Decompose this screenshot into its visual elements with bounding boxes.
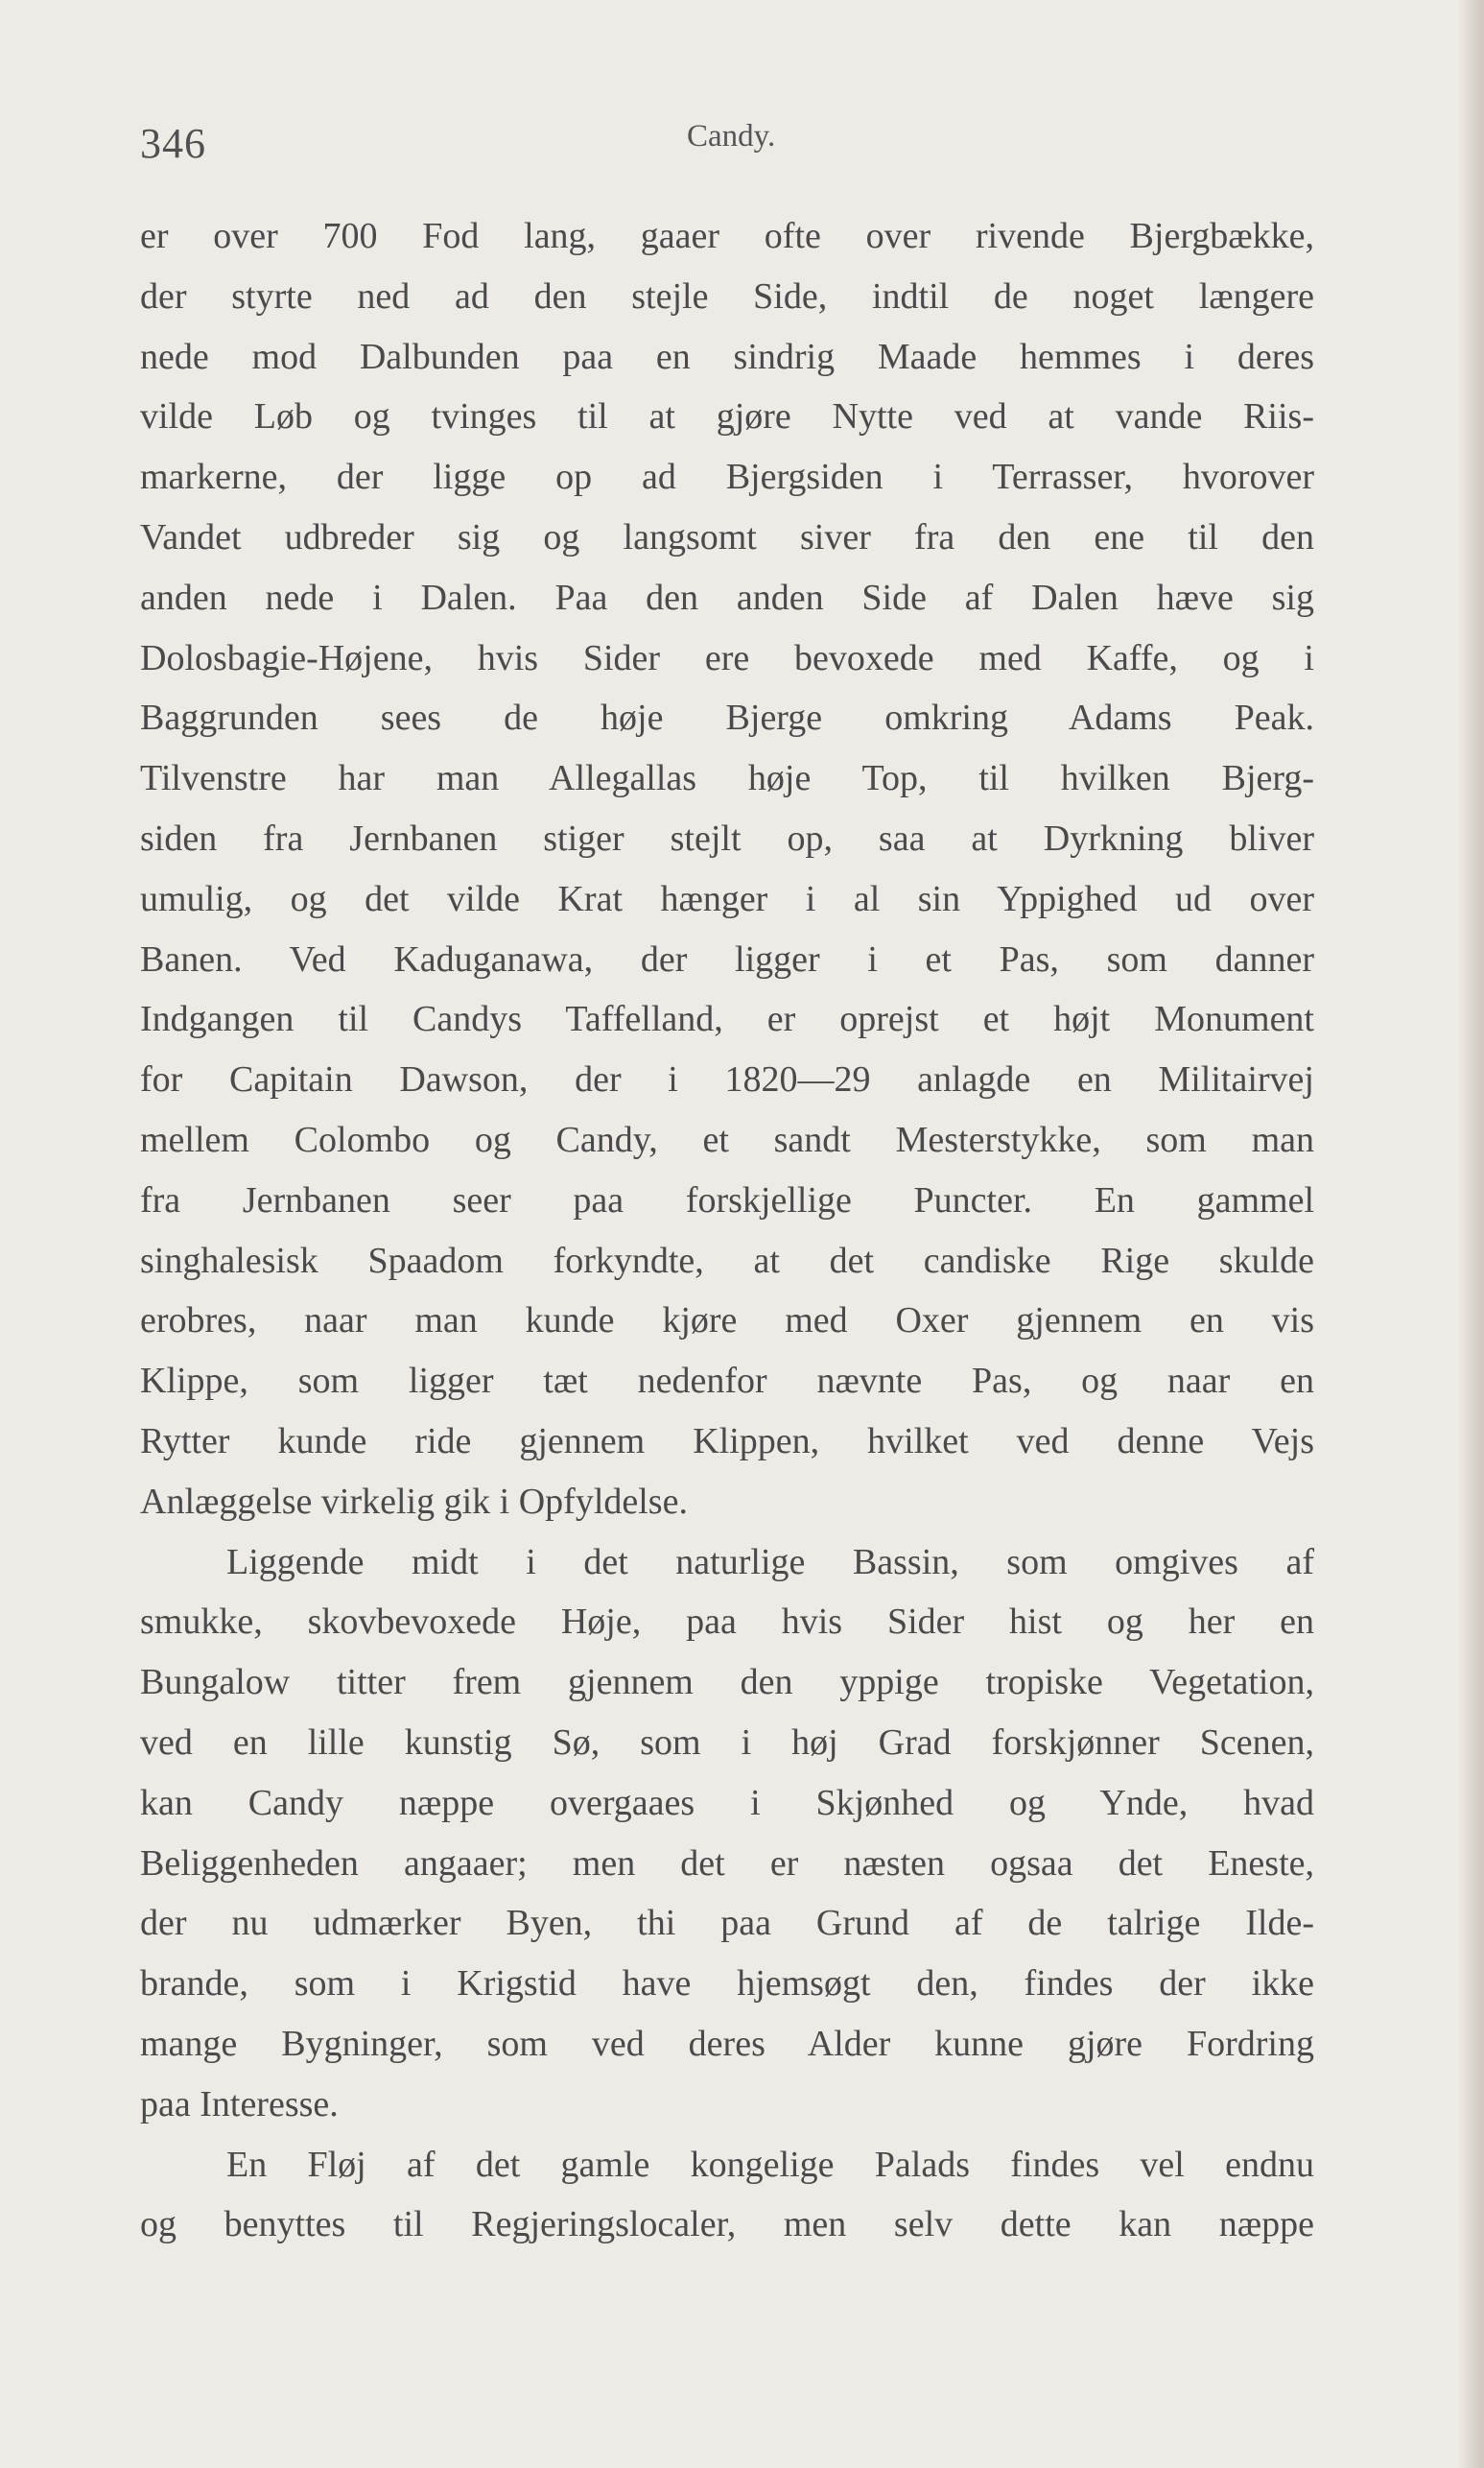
paragraph-first-line: Liggende midt i det naturlige Bassin, som omgives af — [226, 1541, 1314, 1582]
page-number: 346 — [140, 120, 206, 167]
text-line: fra Jernbanen seer paa forskjellige Puncter. En gammel — [140, 1179, 1314, 1221]
text-line: markerne, der ligge op ad Bjergsiden i Terrasser, hvorover — [140, 457, 1314, 498]
text-line: og benyttes til Regjeringslocaler, men selv dette kan næppe — [140, 2204, 1314, 2245]
text-line: der nu udmærker Byen, thi paa Grund af de talrige Ilde- — [140, 1903, 1314, 1944]
text-line: Tilvenstre har man Allegallas høje Top, til hvilken Bjerg- — [140, 758, 1314, 799]
text-line: vilde Løb og tvinges til at gjøre Nytte ved at vande Riis- — [140, 396, 1314, 438]
text-line: mellem Colombo og Candy, et sandt Mesterstykke, som man — [140, 1119, 1314, 1160]
text-line: Dolosbagie-Højene, hvis Sider ere bevoxede med Kaffe, og i — [140, 637, 1314, 678]
text-line: erobres, naar man kunde kjøre med Oxer gjennem en vis — [140, 1300, 1314, 1341]
text-line: umulig, og det vilde Krat hænger i al sin Yppighed ud over — [140, 878, 1314, 919]
text-line: ved en lille kunstig Sø, som i høj Grad forskjønner Scenen, — [140, 1721, 1314, 1763]
page-edge-shadow — [1457, 0, 1484, 2468]
text-line: Rytter kunde ride gjennem Klippen, hvilket ved denne Vejs — [140, 1420, 1314, 1461]
text-line: Vandet udbreder sig og langsomt siver fra den ene til den — [140, 516, 1314, 558]
text-line: Banen. Ved Kaduganawa, der ligger i et Pas, som danner — [140, 938, 1314, 980]
text-line: Indgangen til Candys Taffelland, er oprejst et højt Monument — [140, 999, 1314, 1040]
text-line: brande, som i Krigstid have hjemsøgt den, findes der ikke — [140, 1963, 1314, 2005]
text-line: nede mod Dalbunden paa en sindrig Maade hemmes i deres — [140, 336, 1314, 377]
text-line: Anlæggelse virkelig gik i Opfyldelse. — [140, 1481, 688, 1522]
text-line: smukke, skovbevoxede Høje, paa hvis Sider hist og her en — [140, 1602, 1314, 1643]
text-line: Bungalow titter frem gjennem den yppige tropiske Vegetation, — [140, 1662, 1314, 1703]
text-line: paa Interesse. — [140, 2083, 339, 2124]
paragraph-first-line: En Fløj af det gamle kongelige Palads findes vel endnu — [226, 2144, 1314, 2185]
text-line: siden fra Jernbanen stiger stejlt op, saa at Dyrkning bliver — [140, 818, 1314, 859]
page-header — [140, 113, 1310, 171]
text-line: er over 700 Fod lang, gaaer ofte over rivende Bjergbække, — [140, 216, 1314, 256]
body-text — [140, 206, 1314, 2255]
running-title: Candy. — [687, 119, 776, 154]
text-line: anden nede i Dalen. Paa den anden Side af Dalen hæve sig — [140, 577, 1314, 618]
text-line: singhalesisk Spaadom forkyndte, at det candiske Rige skulde — [140, 1240, 1314, 1281]
text-line: mange Bygninger, som ved deres Alder kunne gjøre Fordring — [140, 2023, 1314, 2064]
text-line: for Capitain Dawson, der i 1820—29 anlagde en Militairvej — [140, 1059, 1314, 1101]
text-line: Beliggenheden angaaer; men det er næsten ogsaa det Eneste, — [140, 1842, 1314, 1884]
text-line: Baggrunden sees de høje Bjerge omkring Adams Peak. — [140, 698, 1314, 739]
text-line: kan Candy næppe overgaaes i Skjønhed og Ynde, hvad — [140, 1782, 1314, 1823]
text-line: Klippe, som ligger tæt nedenfor nævnte Pas, og naar en — [140, 1361, 1314, 1402]
text-line: der styrte ned ad den stejle Side, indtil de noget længere — [140, 275, 1314, 317]
